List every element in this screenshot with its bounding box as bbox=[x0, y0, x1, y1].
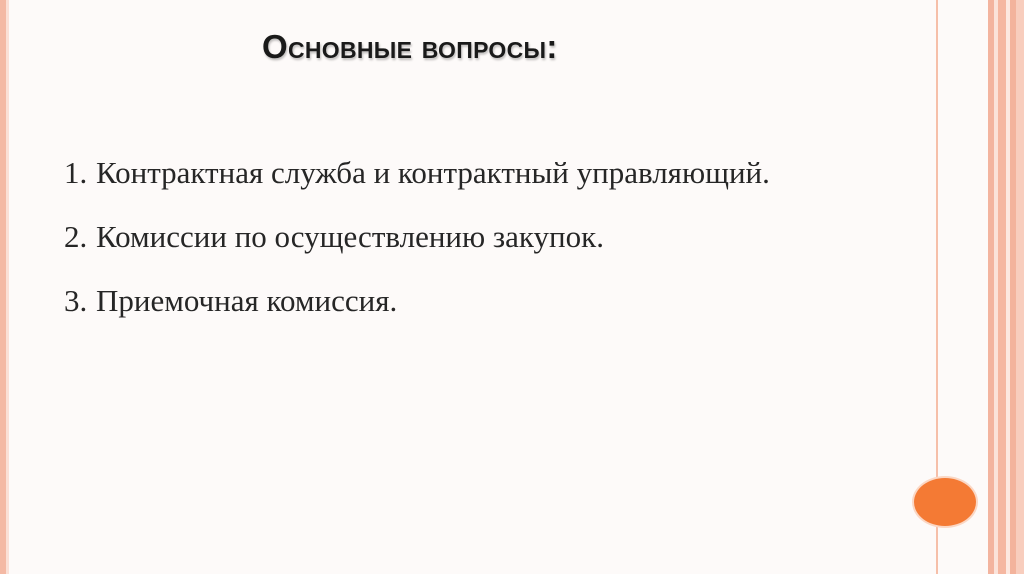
list-item bbox=[64, 150, 770, 214]
list-item-text: Контрактная служба и контрактный управляющий. bbox=[96, 155, 770, 190]
list-item-number: 3. bbox=[64, 283, 88, 318]
questions-list bbox=[64, 150, 770, 342]
orange-accent-dot bbox=[914, 478, 976, 526]
right-decorative-bar bbox=[1016, 0, 1024, 574]
right-decorative-bar bbox=[998, 0, 1006, 574]
list-item-number: 2. bbox=[64, 219, 88, 254]
left-decorative-stripe-inner bbox=[6, 0, 9, 574]
list-item-text: Комиссии по осуществлению закупок. bbox=[96, 219, 604, 254]
list-item bbox=[64, 214, 770, 278]
list-item-number: 1. bbox=[64, 155, 88, 190]
slide-title: Основные вопросы: bbox=[262, 28, 558, 65]
list-item bbox=[64, 278, 770, 342]
list-item-text: Приемочная комиссия. bbox=[96, 283, 398, 318]
